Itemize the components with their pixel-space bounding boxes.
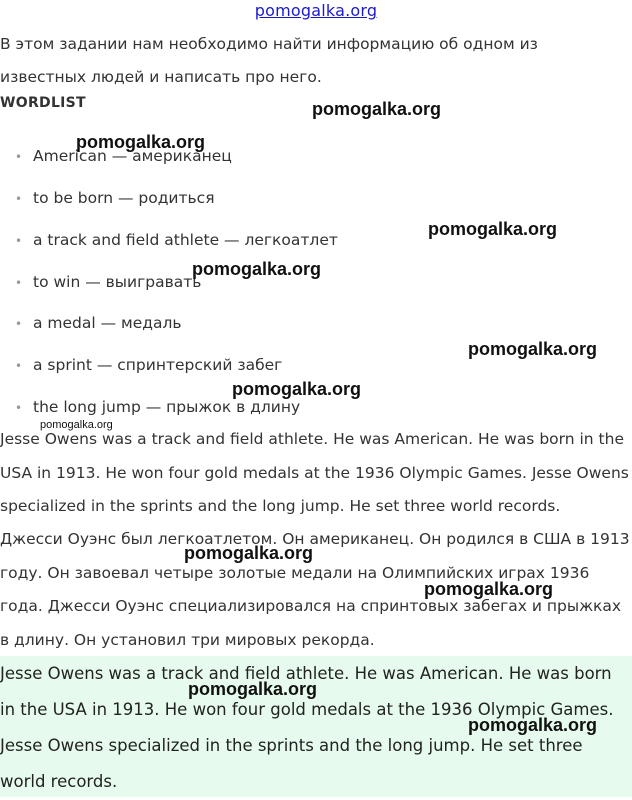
wordlist-item-text: to be born — родиться — [33, 189, 215, 207]
wordlist-item-text: the long jump — прыжок в длину — [33, 398, 301, 416]
bullet-icon: • — [15, 359, 23, 373]
list-item — [15, 398, 300, 416]
watermark: pomogalka.org — [192, 259, 322, 279]
bullet-icon: • — [15, 192, 23, 206]
watermark: pomogalka.org — [468, 715, 598, 735]
paragraph-english: Jesse Owens was a track and field athlete. He was American. He was born in the USA in 1913. He won four gold medals at the 1936 Olympic Games. Jesse Owens specialized in the sprints and the long jump. He set three world records. — [0, 430, 629, 515]
answer-text: Jesse Owens was a track and field athlete. He was American. He was born in the USA in 1913. He won four gold medals at the 1936 Olympic Games. Jesse Owens specialized in the sprints and the long jump. He set three world records. — [0, 664, 614, 791]
watermark: pomogalka.org — [428, 219, 558, 239]
watermark: pomogalka.org — [76, 132, 206, 152]
bullet-icon: • — [15, 234, 23, 248]
watermark: pomogalka.org — [468, 339, 598, 359]
wordlist-heading: WORDLIST — [0, 95, 86, 111]
wordlist-item-text: a sprint — спринтерский забег — [33, 356, 283, 374]
bullet-icon: • — [15, 317, 23, 331]
bullet-icon: • — [15, 150, 23, 164]
list-item — [15, 189, 215, 207]
watermark: pomogalka.org — [184, 543, 314, 563]
watermark: pomogalka.org — [40, 419, 113, 431]
wordlist-item-text: to win — выигравать — [33, 273, 202, 291]
watermark: pomogalka.org — [312, 99, 442, 119]
paragraph-russian: Джесси Оуэнс был легкоатлетом. Он американец. Он родился в США в 1913 году. Он завоевал четыре золотые медали на Олимпийских играх 1936 года. Джесси Оуэнс специализировался на спринтовых забегах и прыжках в длину. Он установил три мировых рекорда. — [0, 530, 630, 649]
list-item — [15, 314, 182, 332]
list-item — [15, 231, 338, 249]
list-item — [15, 356, 282, 374]
watermark: pomogalka.org — [424, 579, 554, 599]
watermark: pomogalka.org — [188, 679, 318, 699]
site-title-link[interactable]: pomogalka.org — [254, 1, 378, 20]
list-item — [15, 273, 201, 291]
wordlist-item-text: American — американец — [33, 147, 232, 165]
wordlist-item-text: a track and field athlete — легкоатлет — [33, 231, 338, 249]
bullet-icon: • — [15, 401, 23, 415]
intro-text: В этом задании нам необходимо найти информацию об одном из известных людей и написать про него. — [0, 35, 538, 86]
bullet-icon: • — [15, 276, 23, 290]
watermark: pomogalka.org — [232, 379, 362, 399]
wordlist-item-text: a medal — медаль — [33, 314, 182, 332]
